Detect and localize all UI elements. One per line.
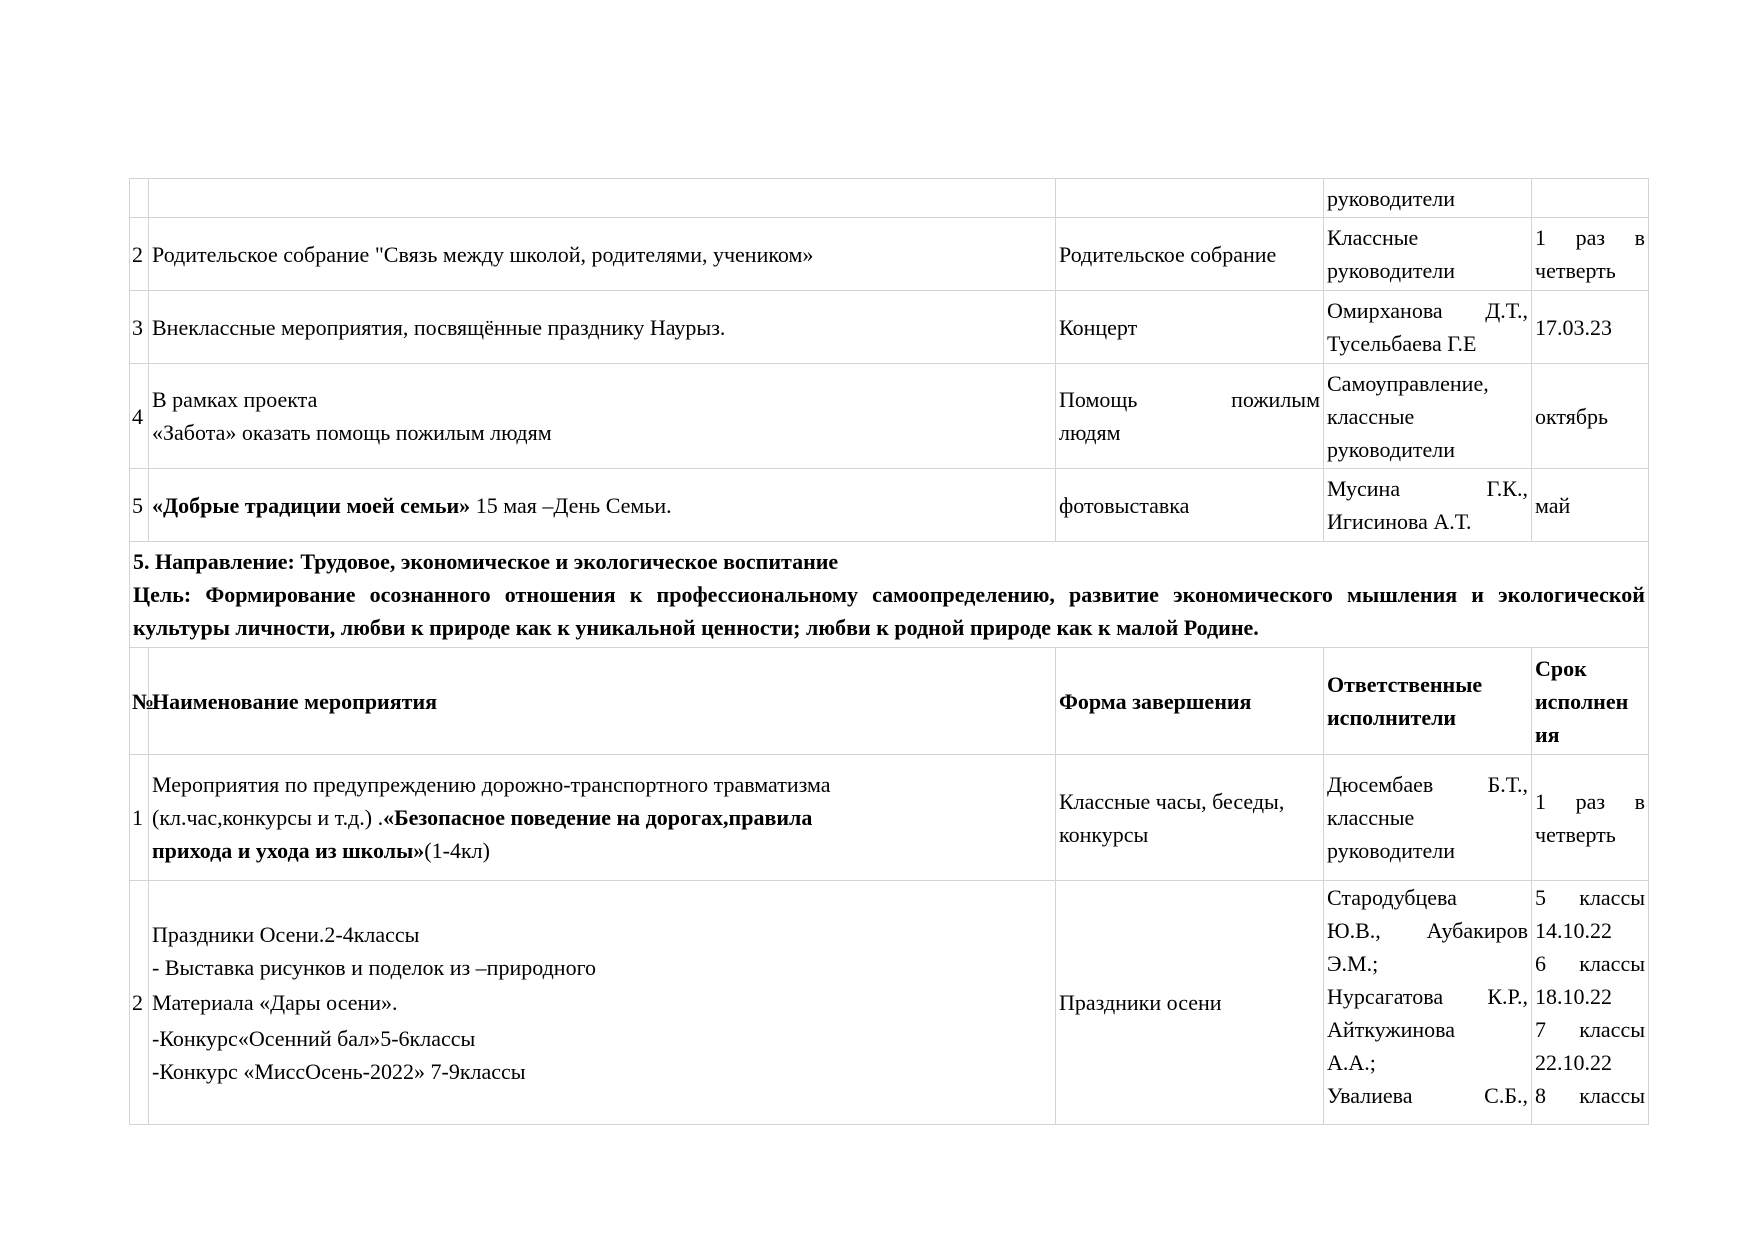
event-name-line: - Выставка рисунков и поделок из –природного xyxy=(152,954,597,980)
responsible xyxy=(1324,469,1532,542)
direction-title: 5. Направление: Трудовое, экономическое и экологическое воспитание xyxy=(133,549,839,574)
event-name-line: Мероприятия по предупреждению дорожно-транспортного травматизма xyxy=(152,772,831,797)
event-name-line: прихода и ухода из школы»(1-4кл) xyxy=(152,838,490,863)
row-number: 1 xyxy=(130,755,149,881)
event-name-line: В рамках проекта xyxy=(152,387,318,412)
responsible-line: Э.М.; xyxy=(1327,951,1379,976)
event-name-line: -Конкурс«Осенний бал»5-6классы xyxy=(152,1025,476,1051)
header-responsible-line: Ответственные xyxy=(1327,672,1483,697)
event-name-line: (кл.час,конкурсы и т.д.) .«Безопасное поведение на дорогах,правила xyxy=(152,805,813,830)
completion-form: фотовыставка xyxy=(1056,469,1324,542)
responsible-line: Увалиева С.Б., xyxy=(1327,1083,1528,1108)
responsible-line: А.А.; xyxy=(1327,1050,1376,1075)
event-name xyxy=(149,881,1056,1125)
deadline xyxy=(1532,755,1649,881)
completion-form xyxy=(1056,179,1324,218)
responsible-line: классные xyxy=(1327,805,1415,830)
responsible: руководители xyxy=(1324,179,1532,218)
row-number: 5 xyxy=(130,469,149,542)
header-deadline xyxy=(1532,648,1649,755)
responsible xyxy=(1324,881,1532,1125)
responsible xyxy=(1324,755,1532,881)
section-direction xyxy=(130,542,1649,648)
deadline-line: 1 раз в xyxy=(1535,788,1645,814)
event-name xyxy=(149,469,1056,542)
event-name-line: -Конкурс «МиссОсень-2022» 7-9классы xyxy=(152,1058,526,1084)
deadline xyxy=(1532,179,1649,218)
responsible-line: Самоуправление, xyxy=(1327,370,1489,396)
completion-form: Классные часы, беседы, конкурсы xyxy=(1056,755,1324,881)
responsible-line: Омирханова Д.Т., xyxy=(1327,298,1528,323)
table-row xyxy=(130,469,1649,542)
deadline xyxy=(1532,881,1649,1125)
deadline-line: 1 раз в xyxy=(1535,225,1645,250)
responsible xyxy=(1324,218,1532,291)
event-name: Родительское собрание "Связь между школой, родителями, учеником» xyxy=(149,218,1056,291)
row-number: 2 xyxy=(130,881,149,1125)
table-row xyxy=(130,218,1649,291)
responsible-line: Классные xyxy=(1327,225,1419,250)
event-name: Внеклассные мероприятия, посвящённые празднику Наурыз. xyxy=(149,291,1056,364)
responsible-line: Мусина Г.К., xyxy=(1327,476,1528,501)
responsible-line: Ю.В., Аубакиров xyxy=(1327,918,1528,943)
responsible-line: Нурсагатова К.Р., xyxy=(1327,984,1528,1009)
deadline-line: 14.10.22 xyxy=(1535,918,1612,943)
row-number: 2 xyxy=(130,218,149,291)
header-deadline-line: ия xyxy=(1535,721,1560,747)
completion-form: Концерт xyxy=(1056,291,1324,364)
deadline-line: 22.10.22 xyxy=(1535,1050,1612,1075)
header-completion-form: Форма завершения xyxy=(1056,648,1324,755)
row-number: 3 xyxy=(130,291,149,364)
completion-form xyxy=(1056,364,1324,469)
responsible-line: Игисинова А.Т. xyxy=(1327,509,1472,534)
table-row xyxy=(130,755,1649,881)
responsible xyxy=(1324,291,1532,364)
section-direction-row xyxy=(130,542,1649,648)
completion-form: Родительское собрание xyxy=(1056,218,1324,291)
deadline: 17.03.23 xyxy=(1532,291,1649,364)
events-plan-table xyxy=(129,178,1649,1125)
responsible-line: руководители xyxy=(1327,258,1455,283)
responsible-line: руководители xyxy=(1327,838,1455,863)
deadline-line: четверть xyxy=(1535,258,1616,283)
event-name-bold: «Добрые традиции моей семьи» xyxy=(152,492,471,518)
deadline-line: 18.10.22 xyxy=(1535,984,1612,1009)
event-name xyxy=(149,755,1056,881)
deadline-line: 5 классы xyxy=(1535,885,1645,910)
header-event-name: Наименование мероприятия xyxy=(149,648,1056,755)
deadline: октябрь xyxy=(1532,364,1649,469)
completion-form-line: Помощь пожилым xyxy=(1059,387,1320,412)
header-deadline-line: исполнен xyxy=(1535,688,1629,714)
direction-goal: Цель: Формирование осознанного отношения к профессиональному самоопределению, развитие экономического мышления и экологической культуры личности, любви к природе как к уникальной ценности; любви к родной природе как к малой Родине. xyxy=(133,582,1645,640)
responsible-line: руководители xyxy=(1327,436,1455,462)
deadline-line: 8 классы xyxy=(1535,1083,1645,1108)
responsible-line: Айткужинова xyxy=(1327,1017,1455,1042)
completion-form-line: людям xyxy=(1059,420,1121,445)
header-responsible xyxy=(1324,648,1532,755)
header-deadline-line: Срок xyxy=(1535,655,1587,681)
row-number: 4 xyxy=(130,364,149,469)
deadline-line: 7 классы xyxy=(1535,1017,1645,1042)
event-name-line: Материала «Дары осени». xyxy=(152,989,398,1015)
deadline-line: 6 классы xyxy=(1535,951,1645,976)
responsible-line: Тусельбаева Г.Е xyxy=(1327,331,1477,356)
row-number xyxy=(130,179,149,218)
responsible xyxy=(1324,364,1532,469)
responsible-line: Дюсембаев Б.Т., xyxy=(1327,772,1528,797)
deadline-line: четверть xyxy=(1535,821,1616,847)
event-name-line: «Забота» оказать помощь пожилым людям xyxy=(152,420,552,445)
table-row xyxy=(130,179,1649,218)
table-row xyxy=(130,364,1649,469)
event-name xyxy=(149,364,1056,469)
responsible-line: Стародубцева xyxy=(1327,885,1457,910)
header-number: № xyxy=(130,648,149,755)
event-name-rest: 15 мая –День Семьи. xyxy=(470,492,672,518)
completion-form: Праздники осени xyxy=(1056,881,1324,1125)
header-responsible-line: исполнители xyxy=(1327,705,1457,730)
responsible-line: классные xyxy=(1327,403,1415,429)
table-row xyxy=(130,881,1649,1125)
deadline: май xyxy=(1532,469,1649,542)
table-header-row xyxy=(130,648,1649,755)
event-name xyxy=(149,179,1056,218)
table-row xyxy=(130,291,1649,364)
deadline xyxy=(1532,218,1649,291)
event-name-line: Праздники Осени.2-4классы xyxy=(152,921,420,947)
